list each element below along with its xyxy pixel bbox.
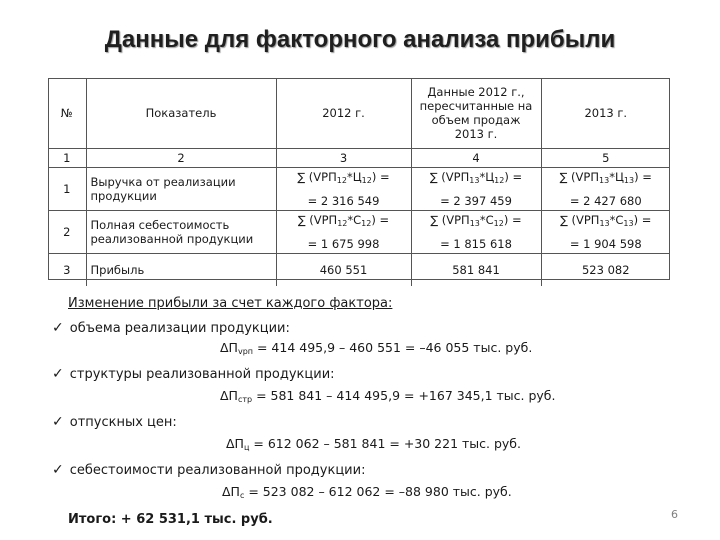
slide-number: 6 [671,508,678,521]
factor-label: объема реализации продукции: [69,321,290,336]
factor-item [52,366,335,382]
formula-cell: ∑ $(VРП_{13}*С_{12})$ = = 1 815 618 [411,211,541,254]
factor-data-table [48,78,670,286]
column-number: 3 [276,149,411,168]
total-summary: Итого: + 62 531,1 тыс. руб. [68,512,273,527]
checkmark-icon: ✓ [52,462,64,478]
header-cell: № [48,78,86,149]
checkmark-icon: ✓ [52,414,64,430]
row-number: 3 [48,254,86,287]
formula-cell: ∑ $(VРП_{12}*Ц_{12})$ = = 2 316 549 [276,168,411,211]
indicator-name: Прибыль [86,254,276,287]
page-title: Данные для факторного анализа прибыли [104,26,616,53]
column-number: 4 [411,149,541,168]
column-number: 1 [48,149,86,168]
value-cell: 460 551 [276,254,411,287]
column-number: 2 [86,149,276,168]
formula-cell: ∑ $(VРП_{13}*Ц_{13})$ = = 2 427 680 [541,168,670,211]
table-header-row [48,78,670,149]
factor-item [52,320,290,336]
row-number: 1 [48,168,86,211]
formula-cell: ∑ $(VРП_{13}*С_{13})$ = = 1 904 598 [541,211,670,254]
row-number: 2 [48,211,86,254]
factor-formula: $\Delta П_{vрп} = 414$ 495,9 – 460 551 = –46 055 тыс. руб. [220,340,533,356]
factor-item [52,414,177,430]
header-cell: Показатель [86,78,276,149]
factor-item [52,462,365,478]
checkmark-icon: ✓ [52,320,64,336]
factor-formula: $\Delta П_{стр} = 581$ 841 – 414 495,9 = +167 345,1 тыс. руб. [220,388,556,404]
checkmark-icon: ✓ [52,366,64,382]
table-row [48,254,670,287]
formula-cell: ∑ $(VРП_{13}*Ц_{12})$ = = 2 397 459 [411,168,541,211]
header-cell: 2013 г. [541,78,670,149]
value-cell: 523 082 [581,263,630,277]
factor-label: структуры реализованной продукции: [69,367,335,382]
factor-label: отпускных цен: [69,415,177,430]
header-cell: 2012 г. [276,78,411,149]
table-row [48,211,670,254]
column-number: 5 [541,149,670,168]
column-number-row [48,149,670,168]
indicator-name: Выручка от реализации продукции [86,168,276,211]
factor-formula: $\Delta П_с = 523$ 082 – 612 062 = –88 980 тыс. руб. [222,484,512,500]
factor-label: себестоимости реализованной продукции: [69,463,366,478]
indicator-name: Полная себестоимость реализованной продукции [86,211,276,254]
factor-formula: $\Delta П_ц = 612$ 062 – 581 841 = +30 221 тыс. руб. [226,436,521,452]
table-row [48,168,670,211]
formula-cell: ∑ $(VРП_{12}*С_{12})$ = = 1 675 998 [276,211,411,254]
value-cell: 581 841 [411,254,541,287]
header-cell: Данные 2012 г., пересчитанные на объем продаж 2013 г. [411,78,541,149]
section-heading: Изменение прибыли за счет каждого фактора: [68,296,393,311]
